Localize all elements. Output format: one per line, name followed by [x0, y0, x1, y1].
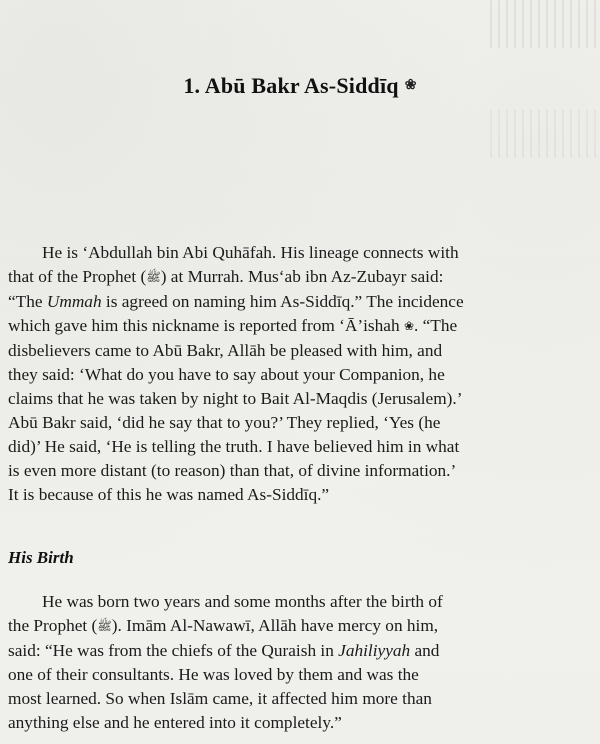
italic-term: Jahiliyyah [338, 641, 411, 661]
text-run: “The [8, 292, 47, 312]
text-run: disbelievers came to Abū Bakr, Allāh be pleased with him, and [8, 341, 443, 361]
text-line [8, 639, 560, 663]
text-run: they said: ‘What do you have to say about your Companion, he [8, 365, 445, 385]
text-line [8, 314, 560, 339]
text-run: did)’ He said, ‘He is telling the truth. I have believed him in what [8, 437, 460, 457]
bleed-through-texture [490, 110, 600, 158]
text-run: . “The [414, 316, 458, 336]
honorific-small-icon: ❀ [403, 319, 414, 334]
text-line [8, 435, 560, 459]
text-run: one of their consultants. He was loved by them and was the [8, 665, 419, 685]
text-line [8, 459, 560, 483]
text-run: He is ‘Abdullah bin Abi Quhāfah. His lineage connects with [42, 243, 459, 262]
chapter-title-text: 1. Abū Bakr As-Siddīq [183, 73, 399, 98]
text-line [8, 241, 560, 265]
text-run: It is because of this he was named As-Siddīq.” [8, 485, 330, 505]
text-line [8, 614, 560, 639]
text-run: which gave him this nickname is reported from ‘Ā’ishah [8, 316, 404, 336]
text-run: Abū Bakr said, ‘did he say that to you?’ They replied, ‘Yes (he [8, 413, 441, 433]
pbuh-icon: ﷺ [97, 619, 112, 634]
chapter-title [0, 73, 600, 99]
text-line [8, 483, 560, 507]
text-line [8, 687, 560, 711]
text-line [8, 363, 560, 387]
text-run: said: “He was from the chiefs of the Quraish in [8, 641, 339, 661]
text-run: most learned. So when Islām came, it affected him more than [8, 689, 432, 709]
text-line [8, 387, 560, 411]
text-run: the Prophet ( [8, 616, 98, 635]
honorific-icon: ❀ [404, 78, 417, 94]
section-heading: His Birth [8, 548, 74, 567]
pbuh-icon: ﷺ [146, 270, 161, 285]
italic-term: Ummah [46, 292, 102, 312]
text-run: and [410, 641, 440, 661]
text-run: is even more distant (to reason) than that, of divine information.’ [8, 461, 457, 481]
text-line [8, 265, 560, 290]
paragraph-birth [8, 590, 560, 735]
text-line [8, 590, 560, 614]
text-run: ) at Murrah. Mus‘ab ibn Az-Zubayr said: [160, 267, 444, 286]
text-line [8, 711, 560, 735]
text-run: is agreed on naming him As-Siddīq.” The incidence [101, 292, 464, 312]
paragraph-lineage [8, 241, 560, 507]
text-run: He was born two years and some months after the birth of [42, 592, 443, 611]
text-run: anything else and he entered into it completely.” [8, 713, 342, 733]
text-line [8, 339, 560, 363]
text-run: claims that he was taken by night to Bait Al-Maqdis (Jerusalem).’ [8, 389, 463, 409]
text-run: that of the Prophet ( [8, 267, 147, 286]
text-line [8, 663, 560, 687]
text-line [8, 411, 560, 435]
bleed-through-texture [490, 0, 600, 48]
text-line [8, 290, 560, 314]
text-run: ). Imām Al-Nawawī, Allāh have mercy on him, [111, 616, 439, 635]
